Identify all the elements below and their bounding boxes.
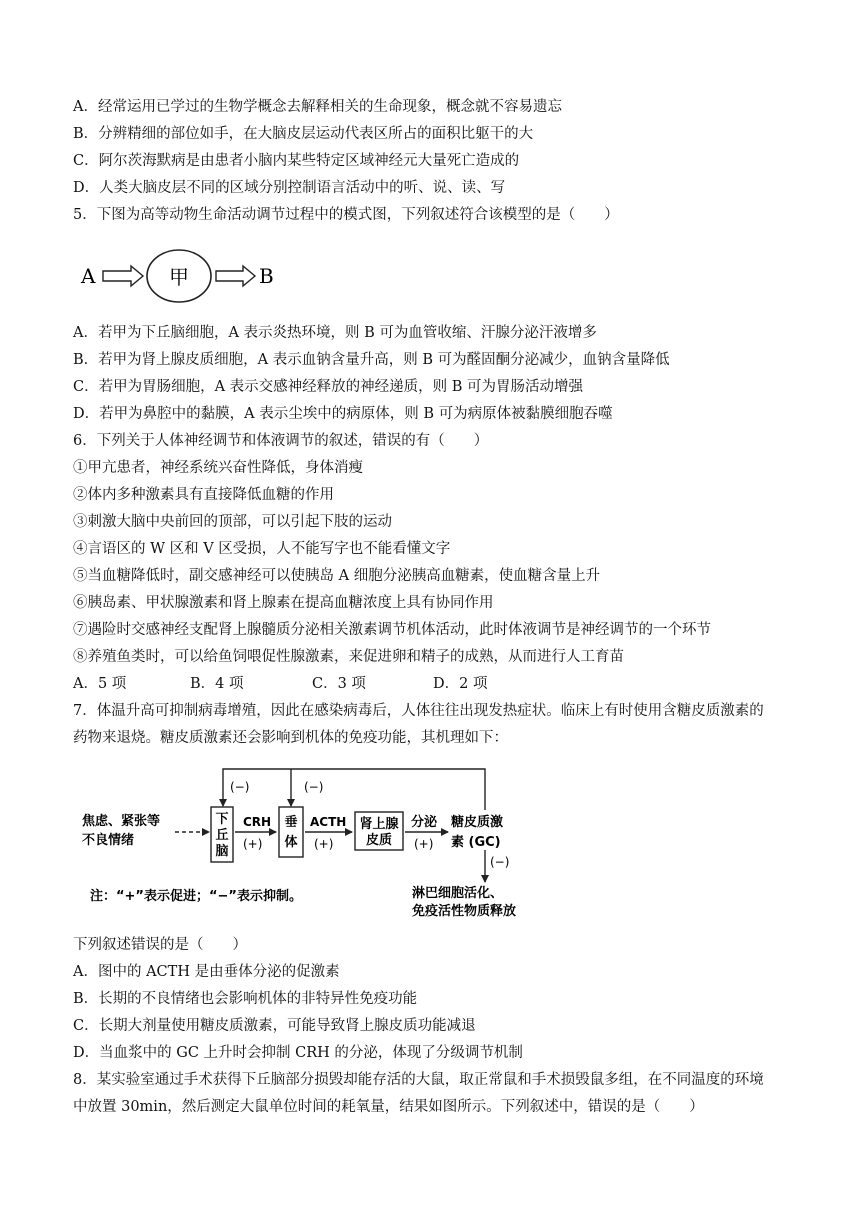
q8-stem-line1: 8．某实验室通过手术获得下丘脑部分损毁却能存活的大鼠，取正常鼠和手术损毁鼠多组，在不同温度的环境: [73, 1072, 764, 1088]
gc-minus: (−): [490, 855, 510, 869]
q7-question: 下列叙述错误的是（ ）: [73, 937, 247, 953]
q6-stem: 6．下列关于人体神经调节和体液调节的叙述，错误的有（ ）: [73, 433, 489, 449]
adrenal-line2: 皮质: [365, 833, 393, 848]
q4-option-a: A．经常运用已学过的生物学概念去解释相关的生命现象，概念就不容易遗忘: [73, 99, 562, 115]
hypothalamus-char-1: 下: [215, 812, 229, 827]
q7-regulation-diagram: [80, 762, 540, 920]
adrenal-line1: 肾上腺: [359, 817, 399, 832]
hypothalamus-char-3: 脑: [215, 844, 229, 859]
feedback-minus-2: (−): [304, 780, 324, 794]
acth-label: ACTH: [310, 815, 347, 829]
q5-option-a: A．若甲为下丘脑细胞，A 表示炎热环境，则 B 可为血管收缩、汗腺分泌汗液增多: [73, 325, 597, 341]
diagram-note: 注：“+”表示促进；“−”表示抑制。: [90, 889, 302, 904]
feedback-arrow-hypothalamus: [223, 769, 485, 810]
q8-stem-line2: 中放置 30min，然后测定大鼠单位时间的耗氧量，结果如图所示。下列叙述中，错误的是（ ）: [73, 1099, 704, 1115]
q6-item-2: ②体内多种激素具有直接降低血糖的作用: [73, 487, 334, 503]
q6-item-6: ⑥胰岛素、甲状腺激素和肾上腺素在提高血糖浓度上具有协同作用: [73, 595, 494, 611]
result-line1: 淋巴细胞活化、: [412, 886, 504, 901]
q6-options: [73, 674, 633, 694]
q4-option-d: D．人类大脑皮层不同的区域分别控制语言活动中的听、说、读、写: [73, 180, 506, 196]
q5-option-c: C．若甲为胃肠细胞，A 表示交感神经释放的神经递质，则 B 可为胃肠活动增强: [73, 379, 584, 395]
q6-item-1: ①甲亢患者，神经系统兴奋性降低，身体消瘦: [73, 460, 363, 476]
q4-option-b: B．分辨精细的部位如手，在大脑皮层运动代表区所占的面积比躯干的大: [73, 126, 534, 142]
q6-option-c: C．3 项: [312, 676, 366, 692]
q6-option-b: B．4 项: [190, 676, 244, 692]
q7-stem-line1: 7．体温升高可抑制病毒增殖，因此在感染病毒后，人体往往出现发热症状。临床上有时使用含糖皮质激素的: [73, 703, 764, 719]
q7-option-c: C．长期大剂量使用糖皮质激素，可能导致肾上腺皮质功能减退: [73, 1018, 476, 1034]
hypothalamus-char-2: 丘: [215, 828, 229, 843]
q7-stem-line2: 药物来退烧。糖皮质激素还会影响到机体的免疫功能，其机理如下：: [73, 730, 508, 746]
q5-option-d: D．若甲为鼻腔中的黏膜，A 表示尘埃中的病原体，则 B 可为病原体被黏膜细胞吞噬: [73, 406, 613, 422]
q7-option-d: D．当血浆中的 GC 上升时会抑制 CRH 的分泌，体现了分级调节机制: [73, 1045, 523, 1061]
q6-item-3: ③刺激大脑中央前回的顶部，可以引起下肢的运动: [73, 514, 392, 530]
arrow-right-icon: [103, 266, 143, 286]
q6-item-8: ⑧养殖鱼类时，可以给鱼饲喂促性腺激素，来促进卵和精子的成熟，从而进行人工育苗: [73, 649, 624, 665]
q6-option-d: D．2 项: [433, 676, 488, 692]
q5-stem: 5．下图为高等动物生命活动调节过程中的模式图，下列叙述符合该模型的是（ ）: [73, 207, 619, 223]
secrete-label: 分泌: [411, 815, 438, 830]
pituitary-char-2: 体: [284, 835, 298, 850]
stimulus-line1: 焦虑、紧张等: [82, 814, 161, 829]
crh-plus: (+): [243, 837, 263, 851]
secrete-plus: (+): [414, 837, 434, 851]
q6-item-4: ④言语区的 W 区和 V 区受损，人不能写字也不能看懂文字: [73, 541, 451, 557]
q6-item-7: ⑦遇险时交感神经支配肾上腺髓质分泌相关激素调节机体活动，此时体液调节是神经调节的一个环节: [73, 622, 711, 638]
stimulus-line2: 不良情绪: [82, 833, 135, 848]
q7-option-a: A．图中的 ACTH 是由垂体分泌的促激素: [73, 964, 340, 980]
feedback-minus-1: (−): [230, 780, 250, 794]
arrow-right-icon: [216, 266, 255, 286]
q5-model-figure: [73, 246, 293, 308]
result-line2: 免疫活性物质释放: [412, 904, 517, 919]
crh-label: CRH: [243, 815, 272, 829]
gc-line2: 素 (GC): [451, 835, 501, 850]
gc-line1: 糖皮质激: [451, 815, 504, 830]
q6-item-5: ⑤当血糖降低时，副交感神经可以使胰岛 A 细胞分泌胰高血糖素，使血糖含量上升: [73, 568, 601, 584]
q6-option-a: A．5 项: [73, 676, 127, 692]
q4-option-c: C．阿尔茨海默病是由患者小脑内某些特定区域神经元大量死亡造成的: [73, 153, 520, 169]
q5-label-a: A: [81, 264, 96, 288]
q7-option-b: B．长期的不良情绪也会影响机体的非特异性免疫功能: [73, 991, 418, 1007]
q5-option-b: B．若甲为肾上腺皮质细胞，A 表示血钠含量升高，则 B 可为醛固酮分泌减少，血钠含量降低: [73, 352, 670, 368]
acth-plus: (+): [314, 837, 334, 851]
q5-label-jia: 甲: [169, 265, 189, 289]
q5-label-b: B: [259, 264, 274, 288]
pituitary-char-1: 垂: [284, 815, 298, 830]
